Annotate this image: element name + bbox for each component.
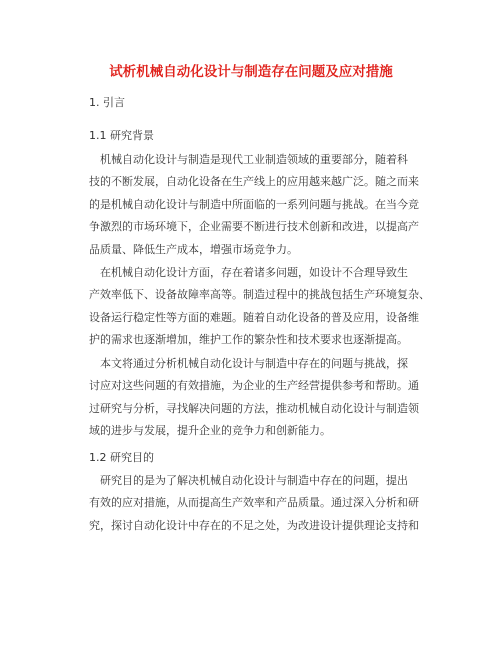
section-heading-intro: 1. 引言 [89,96,125,109]
paragraph-purpose [89,470,461,537]
paragraph-design-issues [89,262,461,352]
section-heading-background: 1.1 研究背景 [89,129,154,142]
paragraph-line: 机械自动化设计与制造是现代工业制造领域的重要部分，随着科 [100,153,408,166]
paragraph-line: 争激烈的市场环境下，企业需要不断进行技术创新和改进，以提高产 [89,220,419,234]
paragraph-line: 研究目的是为了解决机械自动化设计与制造中存在的问题，提出 [100,474,408,487]
paragraph-line: 究，探讨自动化设计中存在的不足之处，为改进设计提供理论支持和 [89,518,419,532]
paragraph-line: 技的不断发展，自动化设备在生产线上的应用越来越广泛。随之而来 [89,175,419,189]
paragraph-article-scope [89,353,461,443]
paragraph-line: 本文将通过分析机械自动化设计与制造中存在的问题与挑战，探 [100,357,408,370]
paragraph-line: 过研究与分析，寻找解决问题的方法，推动机械自动化设计与制造领 [89,401,419,415]
paragraph-line: 讨应对这些问题的有效措施，为企业的生产经营提供参考和帮助。通 [89,379,419,393]
paragraph-line: 护的需求也逐渐增加，维护工作的繁杂性和技术要求也逐渐提高。 [89,333,408,347]
paragraph-line: 产效率低下、设备故障率高等。制造过程中的挑战包括生产环境复杂、 [89,288,430,302]
document-title: 试析机械自动化设计与制造存在问题及应对措施 [109,64,393,80]
paragraph-line: 品质量、降低生产成本，增强市场竞争力。 [89,242,298,256]
paragraph-background [89,149,461,261]
paragraph-line: 有效的应对措施，从而提高生产效率和产品质量。通过深入分析和研 [89,496,419,510]
paragraph-line: 的是机械自动化设计与制造中所面临的一系列问题与挑战。在当今竞 [89,197,419,211]
section-heading-purpose: 1.2 研究目的 [89,451,154,464]
paragraph-line: 域的进步与发展，提升企业的竞争力和创新能力。 [89,424,331,438]
paragraph-line: 设备运行稳定性等方面的难题。随着自动化设备的普及应用，设备维 [89,310,419,324]
paragraph-line: 在机械自动化设计方面，存在着诸多问题，如设计不合理导致生 [100,266,408,279]
